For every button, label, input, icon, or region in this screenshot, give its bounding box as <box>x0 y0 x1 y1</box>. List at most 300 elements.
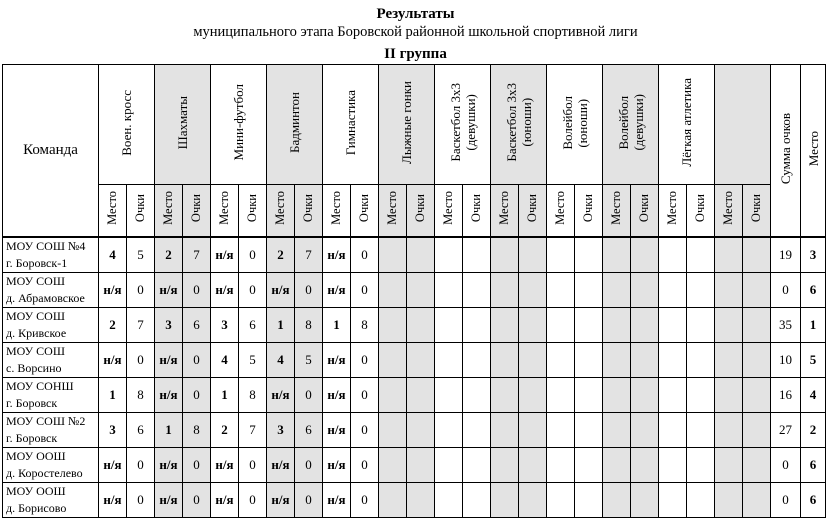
points-cell <box>687 237 715 273</box>
points-cell: 8 <box>127 377 155 412</box>
points-cell <box>743 412 771 447</box>
points-cell: 0 <box>183 447 211 482</box>
table-row <box>3 447 826 482</box>
place-cell: н/я <box>99 447 127 482</box>
subheader-label: Очки <box>413 194 427 223</box>
place-cell <box>547 272 575 307</box>
points-cell <box>463 412 491 447</box>
points-cell: 0 <box>351 272 379 307</box>
points-cell: 8 <box>183 412 211 447</box>
place-subheader <box>435 185 463 237</box>
place-cell: 1 <box>99 377 127 412</box>
place-cell <box>435 272 463 307</box>
subheader-label: Место <box>665 191 679 226</box>
place-cell: н/я <box>323 237 351 273</box>
points-cell <box>575 307 603 342</box>
points-cell: 8 <box>351 307 379 342</box>
place-subheader <box>491 185 519 237</box>
place-subheader <box>659 185 687 237</box>
points-cell <box>687 307 715 342</box>
points-subheader <box>351 185 379 237</box>
sport-header <box>211 65 267 185</box>
sport-name: Лыжные гонки <box>399 81 414 164</box>
points-cell: 5 <box>295 342 323 377</box>
place-cell <box>715 412 743 447</box>
sport-header <box>379 65 435 185</box>
points-subheader <box>463 185 491 237</box>
sport-name: Бадминтон <box>287 92 302 153</box>
place-cell <box>379 237 407 273</box>
sport-header <box>99 65 155 185</box>
points-cell: 0 <box>351 342 379 377</box>
points-cell: 0 <box>295 482 323 517</box>
place-cell: 1 <box>155 412 183 447</box>
points-cell <box>743 377 771 412</box>
place-cell: н/я <box>155 377 183 412</box>
place-cell <box>435 342 463 377</box>
place-cell <box>379 412 407 447</box>
points-cell <box>407 482 435 517</box>
team-header: Команда <box>3 65 99 237</box>
place-cell <box>603 447 631 482</box>
points-cell <box>631 237 659 273</box>
place-cell <box>435 482 463 517</box>
points-cell <box>519 342 547 377</box>
place-cell: н/я <box>267 272 295 307</box>
sport-header <box>323 65 379 185</box>
place-cell <box>659 272 687 307</box>
place-cell: н/я <box>155 482 183 517</box>
points-cell: 0 <box>295 377 323 412</box>
place-cell: н/я <box>323 377 351 412</box>
place-cell <box>435 412 463 447</box>
total-points-cell: 16 <box>771 377 801 412</box>
subheader-label: Очки <box>357 194 371 223</box>
points-cell <box>743 447 771 482</box>
points-cell <box>407 307 435 342</box>
subheader-label: Место <box>105 191 119 226</box>
sport-header <box>267 65 323 185</box>
sport-name: Воен. кросс <box>119 89 134 156</box>
points-cell <box>631 412 659 447</box>
sport-header <box>491 65 547 185</box>
place-cell: н/я <box>267 482 295 517</box>
place-cell: н/я <box>99 342 127 377</box>
points-subheader <box>631 185 659 237</box>
subheader-label: Место <box>553 191 567 226</box>
place-cell: н/я <box>211 272 239 307</box>
points-cell <box>631 307 659 342</box>
subheader-label: Очки <box>637 194 651 223</box>
points-cell <box>743 272 771 307</box>
place-cell <box>435 307 463 342</box>
place-cell <box>379 342 407 377</box>
sport-header <box>435 65 491 185</box>
place-cell <box>603 272 631 307</box>
points-cell <box>631 342 659 377</box>
place-cell: 1 <box>267 307 295 342</box>
points-cell <box>631 447 659 482</box>
place-subheader <box>267 185 295 237</box>
place-cell: 2 <box>211 412 239 447</box>
place-cell <box>491 377 519 412</box>
subheader-label: Очки <box>749 194 763 223</box>
header-row-subcolumns <box>3 185 826 237</box>
subheader-label: Место <box>721 191 735 226</box>
place-cell <box>715 482 743 517</box>
subheader-label: Очки <box>469 194 483 223</box>
points-cell: 0 <box>351 447 379 482</box>
points-cell <box>463 307 491 342</box>
place-subheader <box>715 185 743 237</box>
place-cell <box>491 342 519 377</box>
place-cell <box>379 377 407 412</box>
place-cell: 3 <box>99 412 127 447</box>
place-cell <box>547 307 575 342</box>
team-name: МОУ СОШ д. Кривское <box>3 307 99 342</box>
sport-name: Шахматы <box>175 95 190 150</box>
points-cell <box>519 447 547 482</box>
points-cell <box>463 447 491 482</box>
points-cell <box>519 237 547 273</box>
sport-header <box>155 65 211 185</box>
points-cell: 0 <box>239 447 267 482</box>
points-cell: 6 <box>295 412 323 447</box>
sport-header <box>603 65 659 185</box>
final-place-cell: 6 <box>801 482 826 517</box>
points-cell <box>575 272 603 307</box>
subheader-label: Место <box>217 191 231 226</box>
points-subheader <box>407 185 435 237</box>
points-cell <box>575 237 603 273</box>
header-row-sports <box>3 65 826 185</box>
place-subheader <box>99 185 127 237</box>
place-cell: н/я <box>99 482 127 517</box>
points-cell <box>407 237 435 273</box>
points-cell <box>743 342 771 377</box>
place-cell <box>603 237 631 273</box>
place-cell <box>603 342 631 377</box>
place-cell: н/я <box>323 272 351 307</box>
place-cell: 3 <box>155 307 183 342</box>
place-cell: 3 <box>211 307 239 342</box>
points-cell <box>407 447 435 482</box>
results-table <box>2 64 826 518</box>
place-cell: н/я <box>99 272 127 307</box>
points-cell: 6 <box>183 307 211 342</box>
points-cell <box>407 377 435 412</box>
place-cell: н/я <box>267 447 295 482</box>
place-cell <box>435 447 463 482</box>
points-cell <box>743 307 771 342</box>
sport-name: Мини-футбол <box>231 84 246 161</box>
final-place-header <box>801 65 826 237</box>
subheader-label: Очки <box>525 194 539 223</box>
place-cell: н/я <box>323 447 351 482</box>
table-row <box>3 237 826 273</box>
place-cell <box>603 482 631 517</box>
place-subheader <box>155 185 183 237</box>
points-cell: 0 <box>295 447 323 482</box>
points-cell: 0 <box>351 377 379 412</box>
place-cell: н/я <box>211 447 239 482</box>
subheader-label: Очки <box>301 194 315 223</box>
subheader-label: Очки <box>245 194 259 223</box>
final-place-cell: 6 <box>801 447 826 482</box>
place-cell: 4 <box>99 237 127 273</box>
results-subtitle: муниципального этапа Боровской районной школьной спортивной лиги <box>193 24 638 40</box>
final-place-cell: 3 <box>801 237 826 273</box>
place-cell <box>491 447 519 482</box>
points-cell: 0 <box>351 237 379 273</box>
place-cell <box>379 272 407 307</box>
sport-name: Гимнастика <box>343 89 358 156</box>
points-cell <box>575 447 603 482</box>
place-cell <box>547 447 575 482</box>
table-row <box>3 482 826 517</box>
subheader-label: Место <box>441 191 455 226</box>
points-cell <box>743 482 771 517</box>
place-cell: н/я <box>155 272 183 307</box>
points-subheader <box>295 185 323 237</box>
points-cell: 7 <box>239 412 267 447</box>
points-cell: 8 <box>239 377 267 412</box>
points-cell <box>463 342 491 377</box>
final-place-label: Место <box>805 130 821 166</box>
group-label: II группа <box>384 46 447 62</box>
subheader-label: Место <box>497 191 511 226</box>
team-name: МОУ ООШ д. Коростелево <box>3 447 99 482</box>
total-points-cell: 35 <box>771 307 801 342</box>
points-cell: 0 <box>127 482 155 517</box>
points-cell: 0 <box>127 447 155 482</box>
points-cell <box>519 307 547 342</box>
points-cell: 5 <box>127 237 155 273</box>
place-cell <box>715 272 743 307</box>
points-cell: 6 <box>127 412 155 447</box>
place-cell <box>547 482 575 517</box>
place-subheader <box>603 185 631 237</box>
place-cell <box>659 342 687 377</box>
place-cell <box>491 412 519 447</box>
team-name: МОУ СОШ д. Абрамовское <box>3 272 99 307</box>
place-cell <box>715 447 743 482</box>
points-cell <box>575 412 603 447</box>
place-cell: н/я <box>323 412 351 447</box>
subheader-label: Место <box>329 191 343 226</box>
place-cell: 1 <box>323 307 351 342</box>
subheader-label: Место <box>273 191 287 226</box>
total-points-cell: 0 <box>771 447 801 482</box>
points-cell: 0 <box>127 272 155 307</box>
subheader-label: Очки <box>693 194 707 223</box>
place-cell: н/я <box>267 377 295 412</box>
place-cell <box>659 482 687 517</box>
team-name: МОУ СОШ №4 г. Боровск-1 <box>3 237 99 273</box>
table-row <box>3 377 826 412</box>
sport-name: Баскетбол 3х3 (девушки) <box>447 83 478 162</box>
place-cell <box>603 412 631 447</box>
results-title: Результаты <box>376 6 455 22</box>
place-cell <box>715 307 743 342</box>
points-subheader <box>575 185 603 237</box>
points-cell <box>463 272 491 307</box>
points-cell <box>463 377 491 412</box>
total-points-cell: 10 <box>771 342 801 377</box>
points-cell <box>519 412 547 447</box>
points-cell <box>575 482 603 517</box>
final-place-cell: 2 <box>801 412 826 447</box>
place-cell <box>435 377 463 412</box>
points-cell: 6 <box>239 307 267 342</box>
place-cell <box>491 272 519 307</box>
points-cell <box>687 447 715 482</box>
points-cell <box>687 377 715 412</box>
place-cell <box>659 377 687 412</box>
team-name: МОУ ООШ д. Борисово <box>3 482 99 517</box>
place-cell <box>715 377 743 412</box>
points-cell <box>519 482 547 517</box>
subheader-label: Очки <box>189 194 203 223</box>
total-points-cell: 27 <box>771 412 801 447</box>
team-name: МОУ СОНШ г. Боровск <box>3 377 99 412</box>
points-cell: 0 <box>183 377 211 412</box>
points-cell <box>743 237 771 273</box>
final-place-cell: 1 <box>801 307 826 342</box>
place-cell: н/я <box>211 482 239 517</box>
points-cell: 0 <box>239 482 267 517</box>
points-cell: 0 <box>183 342 211 377</box>
sport-name: Волейбол (девушки) <box>615 94 646 151</box>
table-row <box>3 342 826 377</box>
total-points-cell: 19 <box>771 237 801 273</box>
points-cell <box>687 412 715 447</box>
place-cell <box>659 307 687 342</box>
place-cell: н/я <box>155 447 183 482</box>
place-subheader <box>323 185 351 237</box>
place-cell: 2 <box>99 307 127 342</box>
points-cell <box>407 412 435 447</box>
points-subheader <box>687 185 715 237</box>
place-cell: н/я <box>323 342 351 377</box>
points-cell: 0 <box>295 272 323 307</box>
points-subheader <box>239 185 267 237</box>
subheader-label: Место <box>385 191 399 226</box>
place-cell <box>379 447 407 482</box>
place-cell: н/я <box>211 237 239 273</box>
table-row <box>3 307 826 342</box>
place-cell <box>547 377 575 412</box>
place-cell: н/я <box>323 482 351 517</box>
points-cell: 7 <box>127 307 155 342</box>
place-cell <box>715 342 743 377</box>
points-cell <box>631 482 659 517</box>
points-cell: 7 <box>295 237 323 273</box>
place-subheader <box>379 185 407 237</box>
sport-name: Волейбол (юноши) <box>559 95 590 150</box>
points-cell <box>687 342 715 377</box>
subheader-label: Место <box>609 191 623 226</box>
sport-name: Лёгкая атлетика <box>679 78 694 167</box>
points-cell: 8 <box>295 307 323 342</box>
final-place-cell: 6 <box>801 272 826 307</box>
points-cell: 0 <box>183 482 211 517</box>
final-place-cell: 4 <box>801 377 826 412</box>
place-cell: 2 <box>267 237 295 273</box>
points-cell <box>519 377 547 412</box>
place-cell <box>435 237 463 273</box>
place-cell <box>491 237 519 273</box>
sport-name: Баскетбол 3х3 (юноши) <box>503 83 534 162</box>
points-subheader <box>127 185 155 237</box>
place-cell: 4 <box>267 342 295 377</box>
place-cell <box>659 237 687 273</box>
place-cell <box>547 237 575 273</box>
place-subheader <box>211 185 239 237</box>
place-cell <box>603 377 631 412</box>
subheader-label: Очки <box>581 194 595 223</box>
place-cell <box>491 307 519 342</box>
sport-header <box>715 65 771 185</box>
subheader-label: Место <box>161 191 175 226</box>
total-points-cell: 0 <box>771 272 801 307</box>
points-cell <box>687 482 715 517</box>
table-row <box>3 412 826 447</box>
place-cell <box>379 482 407 517</box>
place-cell <box>659 412 687 447</box>
place-cell <box>379 307 407 342</box>
sport-header <box>659 65 715 185</box>
points-cell <box>631 272 659 307</box>
points-cell: 0 <box>183 272 211 307</box>
place-subheader <box>547 185 575 237</box>
place-cell: 1 <box>211 377 239 412</box>
place-cell: 3 <box>267 412 295 447</box>
points-cell <box>631 377 659 412</box>
points-cell <box>575 342 603 377</box>
final-place-cell: 5 <box>801 342 826 377</box>
subheader-label: Очки <box>133 194 147 223</box>
points-cell <box>463 237 491 273</box>
points-cell: 0 <box>239 237 267 273</box>
points-cell: 5 <box>239 342 267 377</box>
points-cell <box>463 482 491 517</box>
points-cell <box>687 272 715 307</box>
place-cell: н/я <box>155 342 183 377</box>
team-name: МОУ СОШ №2 г. Боровск <box>3 412 99 447</box>
place-cell: 4 <box>211 342 239 377</box>
place-cell <box>547 412 575 447</box>
points-cell <box>407 272 435 307</box>
points-cell <box>407 342 435 377</box>
table-row <box>3 272 826 307</box>
place-cell <box>659 447 687 482</box>
sport-header <box>547 65 603 185</box>
points-subheader <box>183 185 211 237</box>
points-subheader <box>519 185 547 237</box>
points-cell: 0 <box>351 482 379 517</box>
place-cell <box>603 307 631 342</box>
points-cell: 0 <box>127 342 155 377</box>
points-cell: 7 <box>183 237 211 273</box>
points-subheader <box>743 185 771 237</box>
place-cell <box>715 237 743 273</box>
total-points-header <box>771 65 801 237</box>
total-points-label: Сумма очков <box>778 112 793 184</box>
place-cell <box>491 482 519 517</box>
total-points-cell: 0 <box>771 482 801 517</box>
place-cell <box>547 342 575 377</box>
